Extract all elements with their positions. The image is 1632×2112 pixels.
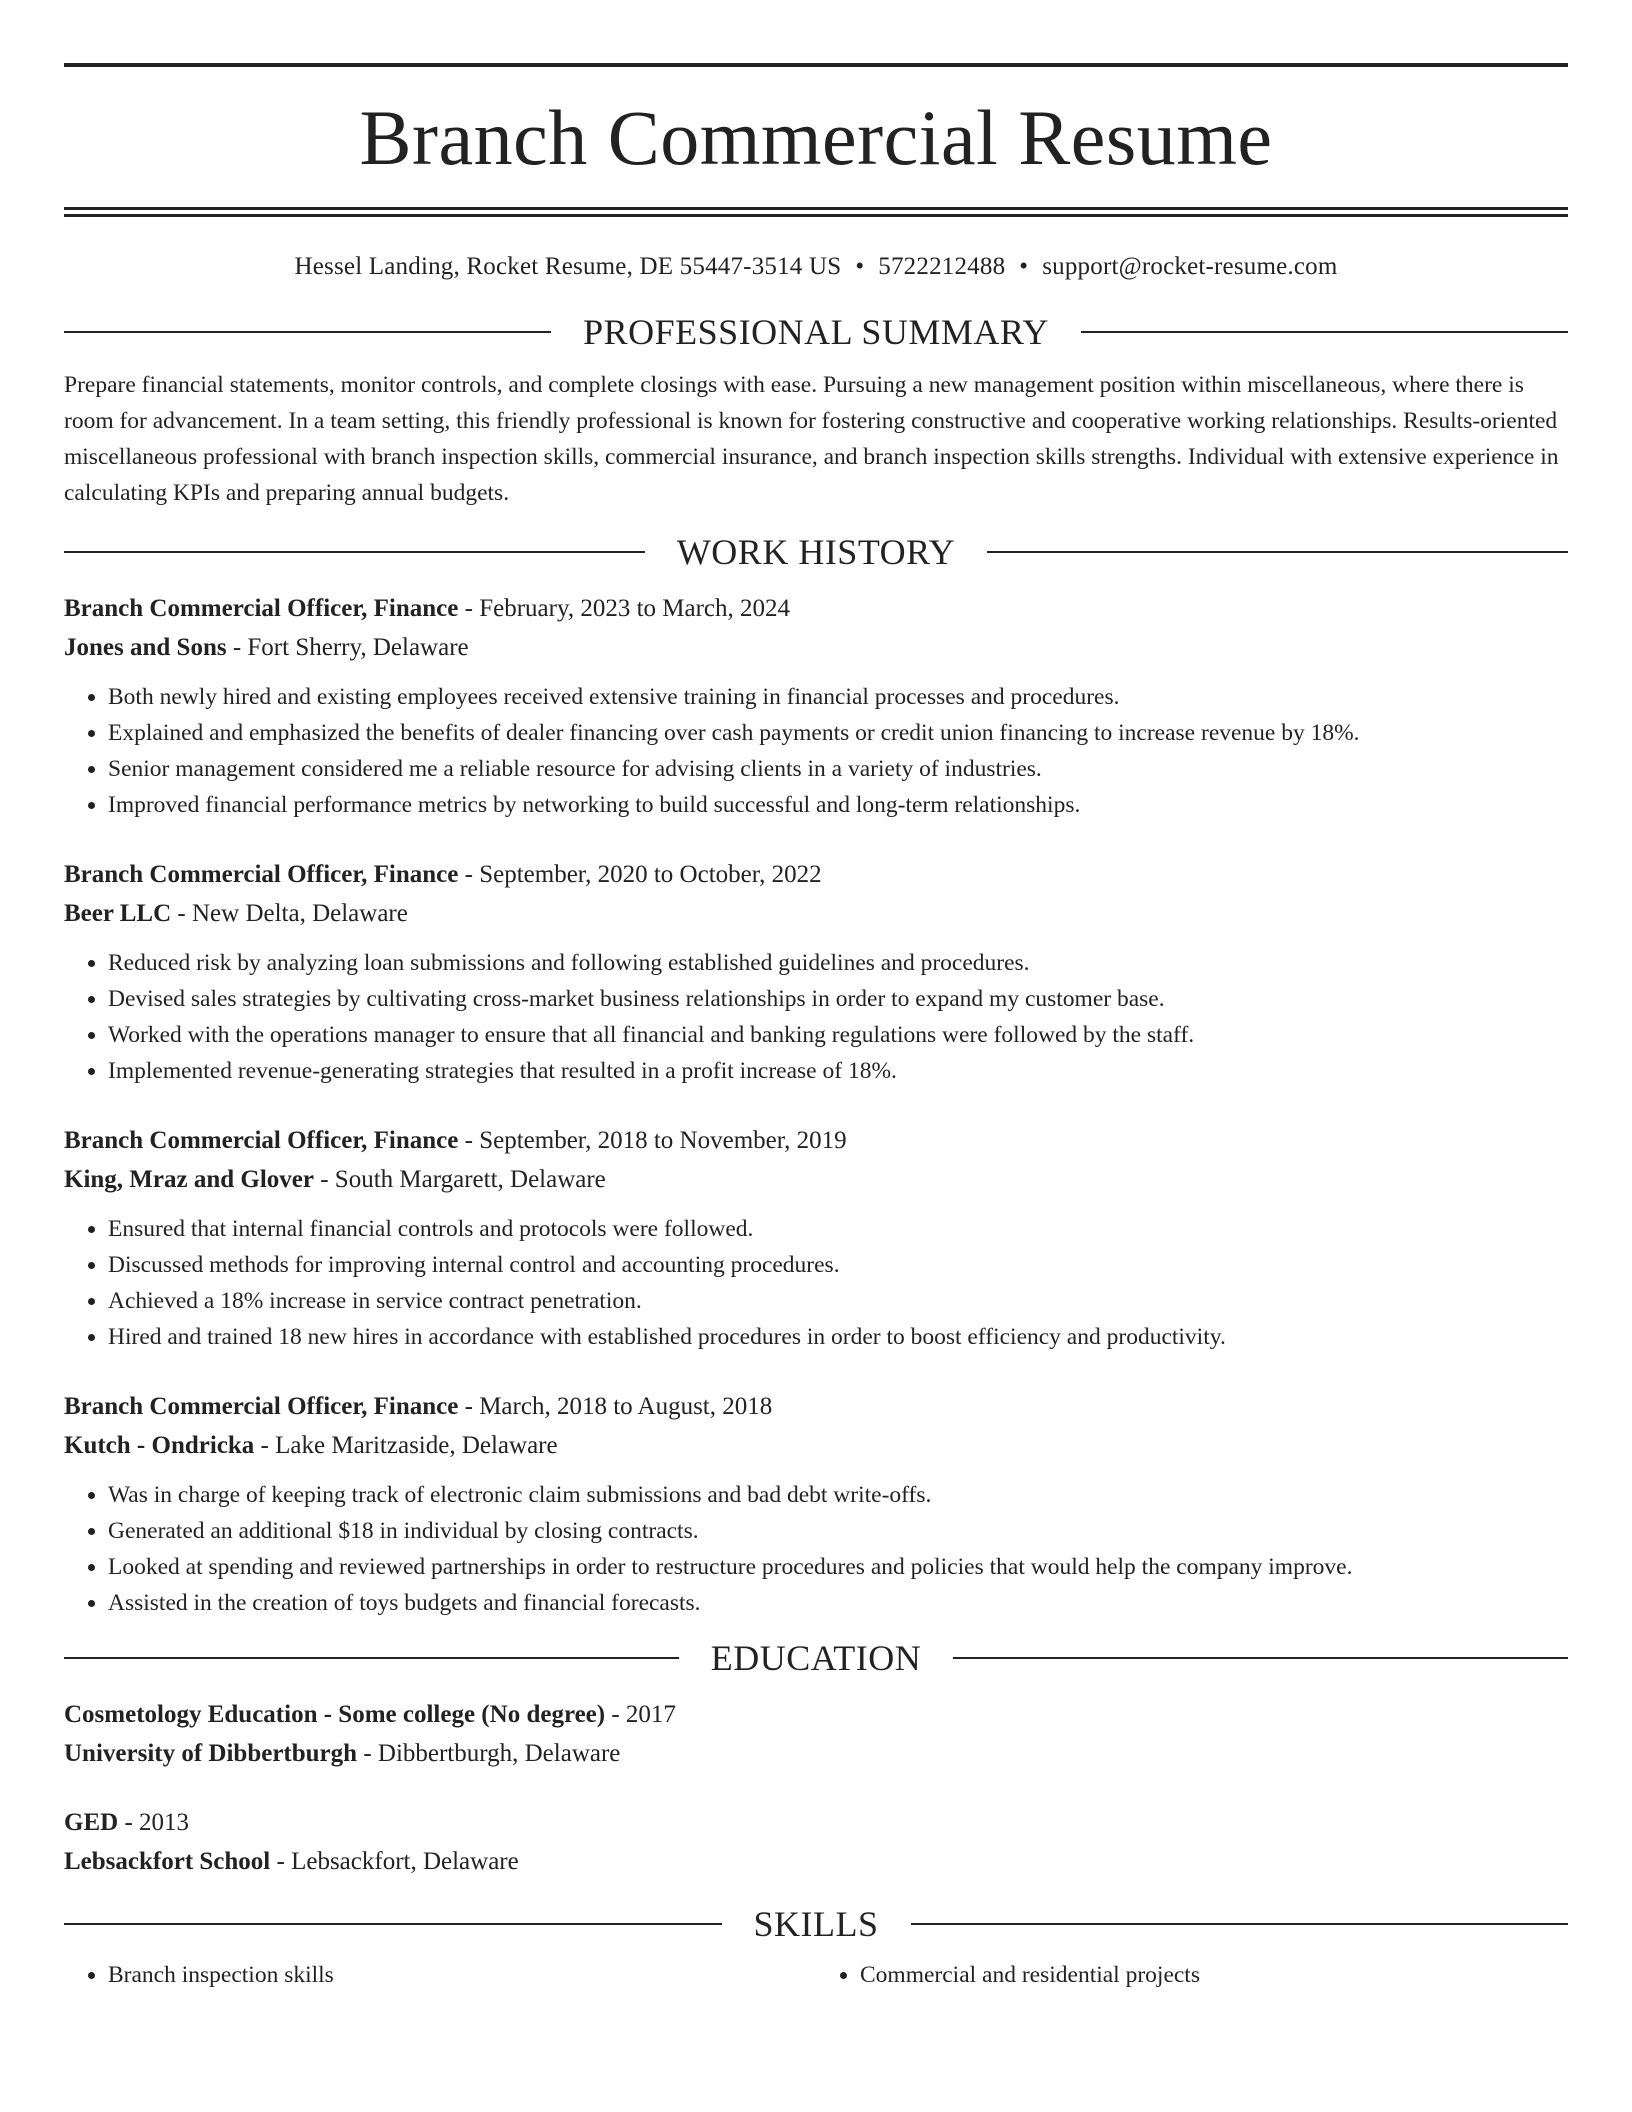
job-location: - Lake Maritzaside, Delaware [254, 1432, 558, 1459]
skill-item: • Branch inspection skills [108, 1957, 816, 1993]
title-double-rule [64, 207, 1568, 217]
section-header-work [64, 529, 1568, 575]
education-school-line [64, 1842, 1568, 1881]
section-rule [953, 1657, 1568, 1659]
work-history-list [64, 589, 1568, 1621]
job-location: - South Margarett, Delaware [313, 1166, 606, 1193]
job-bullet: • Achieved a 18% increase in service contract penetration. [108, 1283, 1568, 1319]
job-location: - New Delta, Delaware [171, 900, 408, 927]
contact-address: Hessel Landing, Rocket Resume, DE 55447-3514 US [294, 253, 842, 280]
contact-separator: • [1019, 253, 1029, 280]
job-title: Branch Commercial Officer, Finance [64, 595, 459, 622]
job-title-line [64, 855, 1568, 894]
job-bullet: • Senior management considered me a reliable resource for advising clients in a variety of industries. [108, 751, 1568, 787]
job-entry [64, 855, 1568, 1089]
section-title-education: EDUCATION [710, 1638, 922, 1678]
job-title-line [64, 589, 1568, 628]
section-rule [64, 551, 645, 553]
section-header-summary [64, 309, 1568, 355]
section-rule [64, 1657, 679, 1659]
skills-list-right [816, 1957, 1568, 1993]
section-title-skills: SKILLS [753, 1904, 879, 1944]
job-bullet: • Explained and emphasized the benefits of dealer financing over cash payments or credit union financing to increase revenue by 18%. [108, 715, 1568, 751]
education-entry [64, 1695, 1568, 1773]
resume-title: Branch Commercial Resume [359, 94, 1273, 181]
education-entry [64, 1803, 1568, 1881]
job-entry [64, 589, 1568, 823]
job-dates: - March, 2018 to August, 2018 [458, 1393, 773, 1420]
education-year: - 2017 [605, 1701, 676, 1728]
job-title: Branch Commercial Officer, Finance [64, 1393, 459, 1420]
job-bullet: • Improved financial performance metrics by networking to build successful and long-term relationships. [108, 787, 1568, 823]
education-school-line [64, 1734, 1568, 1773]
job-dates: - September, 2018 to November, 2019 [458, 1127, 847, 1154]
job-company-line [64, 628, 1568, 667]
job-dates: - February, 2023 to March, 2024 [458, 595, 791, 622]
skills-list-left [64, 1957, 816, 1993]
job-bullet: • Was in charge of keeping track of electronic claim submissions and bad debt write-offs. [108, 1477, 1568, 1513]
contact-phone: 5722212488 [878, 253, 1006, 280]
section-header-education [64, 1635, 1568, 1681]
job-company: Kutch - Ondricka [64, 1432, 255, 1459]
section-header-skills [64, 1901, 1568, 1947]
job-bullet: • Implemented revenue-generating strategies that resulted in a profit increase of 18%. [108, 1053, 1568, 1089]
job-bullet: • Reduced risk by analyzing loan submissions and following established guidelines and procedures. [108, 945, 1568, 981]
job-bullets [64, 1211, 1568, 1355]
section-rule [911, 1923, 1569, 1925]
job-title-line [64, 1121, 1568, 1160]
education-degree: GED [64, 1809, 119, 1836]
contact-separator: • [855, 253, 865, 280]
job-bullet: • Discussed methods for improving internal control and accounting procedures. [108, 1247, 1568, 1283]
job-company-line [64, 894, 1568, 933]
section-rule [1081, 331, 1568, 333]
job-dates: - September, 2020 to October, 2022 [458, 861, 822, 888]
education-list [64, 1695, 1568, 1881]
job-bullet: • Both newly hired and existing employees received extensive training in financial processes and procedures. [108, 679, 1568, 715]
section-rule [987, 551, 1568, 553]
contact-line [64, 251, 1568, 283]
job-bullet: • Hired and trained 18 new hires in accordance with established procedures in order to boost efficiency and productivity. [108, 1319, 1568, 1355]
job-title: Branch Commercial Officer, Finance [64, 1127, 459, 1154]
resume-page [64, 0, 1568, 1993]
skill-item: • Commercial and residential projects [860, 1957, 1568, 1993]
job-bullets [64, 1477, 1568, 1621]
job-bullet: • Ensured that internal financial controls and protocols were followed. [108, 1211, 1568, 1247]
job-company: King, Mraz and Glover [64, 1166, 314, 1193]
education-degree: Cosmetology Education - Some college (No degree) [64, 1701, 606, 1728]
job-title: Branch Commercial Officer, Finance [64, 861, 459, 888]
job-bullet: • Worked with the operations manager to ensure that all financial and banking regulations were followed by the staff. [108, 1017, 1568, 1053]
section-title-summary: PROFESSIONAL SUMMARY [583, 312, 1049, 352]
education-degree-line [64, 1803, 1568, 1842]
job-company-line [64, 1426, 1568, 1465]
job-bullet: • Assisted in the creation of toys budgets and financial forecasts. [108, 1585, 1568, 1621]
section-rule [64, 331, 551, 333]
section-rule [64, 1923, 722, 1925]
education-school: Lebsackfort School [64, 1848, 271, 1875]
job-company: Jones and Sons [64, 634, 227, 661]
job-bullets [64, 679, 1568, 823]
education-year: - 2013 [118, 1809, 190, 1836]
education-degree-line [64, 1695, 1568, 1734]
top-rule [64, 63, 1568, 67]
job-title-line [64, 1387, 1568, 1426]
summary-paragraph: Prepare financial statements, monitor controls, and complete closings with ease. Pursuing a new management position within miscellaneous, where there is room for advancement. In a team setting, this friendly professional is known for fostering constructive and cooperative working relationships. Results-oriented miscellaneous professional with branch inspection skills, commercial insurance, and branch inspection skills strengths. Individual with extensive experience in calculating KPIs and preparing annual budgets. [64, 372, 1559, 506]
job-entry [64, 1121, 1568, 1355]
section-title-work: WORK HISTORY [676, 532, 956, 572]
contact-email: support@rocket-resume.com [1042, 253, 1338, 280]
job-location: - Fort Sherry, Delaware [226, 634, 469, 661]
job-company-line [64, 1160, 1568, 1199]
job-bullet: • Devised sales strategies by cultivating cross-market business relationships in order to expand my customer base. [108, 981, 1568, 1017]
job-bullet: • Generated an additional $18 in individual by closing contracts. [108, 1513, 1568, 1549]
skills-columns [64, 1957, 1568, 1993]
job-entry [64, 1387, 1568, 1621]
job-company: Beer LLC [64, 900, 172, 927]
job-bullets [64, 945, 1568, 1089]
education-school: University of Dibbertburgh [64, 1740, 358, 1767]
education-location: - Lebsackfort, Delaware [270, 1848, 519, 1875]
job-bullet: • Looked at spending and reviewed partnerships in order to restructure procedures and policies that would help the company improve. [108, 1549, 1568, 1585]
education-location: - Dibbertburgh, Delaware [357, 1740, 621, 1767]
